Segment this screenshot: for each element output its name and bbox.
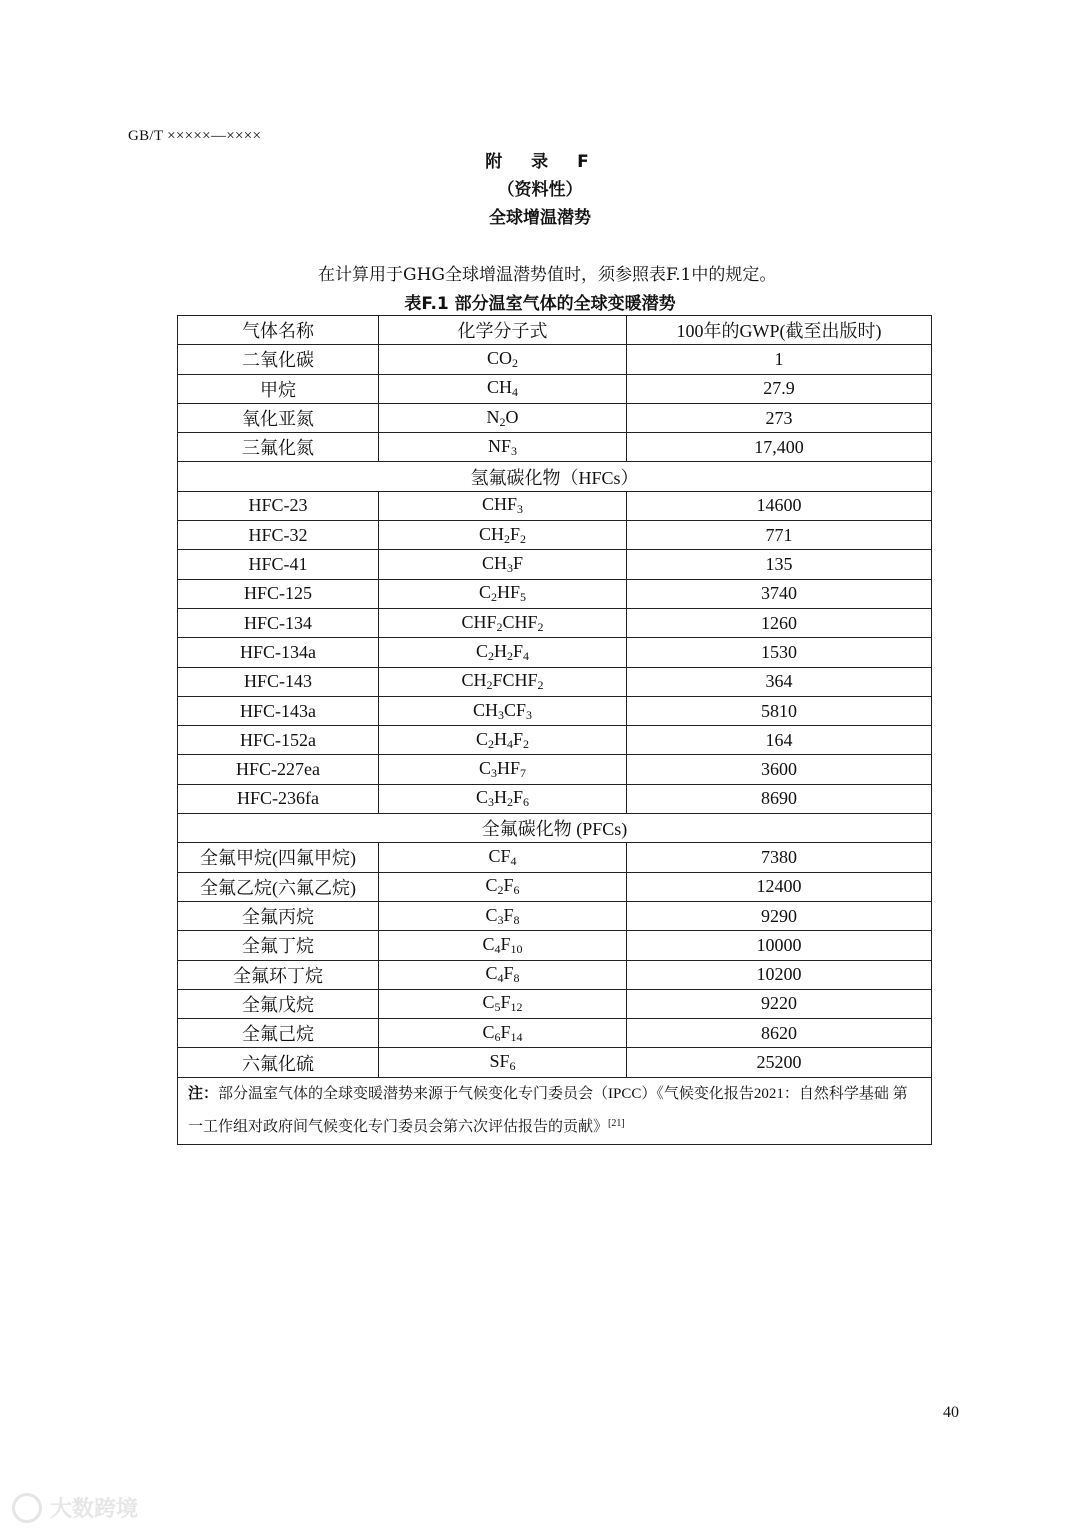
formula-cell: [379, 901, 627, 930]
formula-subscript: 2: [488, 648, 494, 663]
formula-cell: [379, 843, 627, 872]
formula-part: F: [500, 1021, 511, 1042]
formula-cell: [379, 784, 627, 813]
table-row: [178, 374, 932, 403]
formula-subscript: 6: [509, 1059, 516, 1074]
standard-code: GB/T ×××××—××××: [128, 128, 262, 144]
gas-name-cell: HFC-23: [178, 491, 379, 520]
appendix-title: 全球增温潜势: [489, 208, 591, 228]
formula-cell: [379, 608, 627, 637]
formula-part: F: [503, 875, 514, 896]
gwp-value-cell: 17,400: [627, 433, 932, 462]
formula-subscript: 3: [488, 795, 494, 810]
formula-part: SF: [489, 1051, 510, 1072]
formula-subscript: 3: [507, 561, 513, 576]
formula-part: HF: [497, 758, 521, 779]
formula-cell: [379, 374, 627, 403]
formula-part: CH: [461, 670, 487, 691]
formula-part: CH: [472, 699, 498, 720]
table-row: [178, 550, 932, 579]
formula-cell: [379, 521, 627, 550]
gwp-value-cell: 273: [627, 403, 932, 432]
formula-subscript: 3: [511, 443, 517, 458]
gas-name-cell: 全氟戊烷: [178, 989, 379, 1018]
formula-part: C: [482, 1021, 495, 1042]
formula-cell: [379, 726, 627, 755]
gwp-value-cell: 3600: [627, 755, 932, 784]
gwp-value-cell: 12400: [627, 872, 932, 901]
formula-subscript: 3: [497, 707, 504, 722]
formula-part: C: [485, 904, 498, 925]
formula-subscript: 4: [507, 736, 513, 751]
formula-part: CH: [486, 377, 512, 398]
gwp-value-cell: 364: [627, 667, 932, 696]
formula-subscript: 10: [510, 941, 523, 956]
formula-subscript: 2: [504, 531, 510, 546]
formula-cell: [379, 872, 627, 901]
formula-part: H: [494, 728, 507, 749]
table-row: [178, 843, 932, 872]
formula-part: F: [513, 640, 524, 661]
formula-subscript: 2: [520, 531, 527, 546]
gwp-value-cell: 27.9: [627, 374, 932, 403]
formula-part: CH: [478, 523, 504, 544]
formula-subscript: 2: [488, 736, 494, 751]
gas-name-cell: 甲烷: [178, 374, 379, 403]
formula-cell: [379, 345, 627, 374]
formula-subscript: 7: [520, 766, 527, 781]
formula-subscript: 3: [526, 707, 533, 722]
formula-subscript: 2: [512, 355, 518, 370]
header-gwp: 100年的GWP(截至出版时): [627, 316, 932, 345]
formula-cell: [379, 550, 627, 579]
gwp-value-cell: 164: [627, 726, 932, 755]
gwp-value-cell: 9220: [627, 989, 932, 1018]
formula-subscript: 3: [491, 766, 497, 781]
gas-name-cell: 二氧化碳: [178, 345, 379, 374]
formula-subscript: 5: [520, 590, 527, 605]
gwp-value-cell: 1: [627, 345, 932, 374]
gwp-value-cell: 1260: [627, 608, 932, 637]
formula-subscript: 12: [510, 1000, 523, 1015]
formula-cell: [379, 960, 627, 989]
formula-part: N: [486, 406, 500, 427]
table-body: [178, 345, 932, 1077]
table-row: [178, 960, 932, 989]
intro-paragraph: 在计算用于GHG全球增温潜势值时，须参照表F.1中的规定。: [318, 265, 777, 285]
formula-cell: [379, 579, 627, 608]
formula-cell: [379, 696, 627, 725]
formula-part: F: [500, 933, 511, 954]
formula-part: F: [513, 787, 524, 808]
gwp-value-cell: 25200: [627, 1048, 932, 1077]
formula-part: CHF: [502, 611, 538, 632]
formula-cell: [379, 1019, 627, 1048]
formula-part: HF: [497, 582, 521, 603]
table-row: [178, 345, 932, 374]
appendix-label: 附 录 F: [485, 152, 595, 172]
table-row: [178, 872, 932, 901]
gas-name-cell: 氧化亚氮: [178, 403, 379, 432]
appendix-nature: （资料性）: [497, 180, 583, 200]
gas-name-cell: HFC-143a: [178, 696, 379, 725]
table-row: [178, 667, 932, 696]
formula-part: F: [513, 728, 524, 749]
formula-subscript: 2: [486, 678, 493, 693]
formula-subscript: 6: [513, 883, 520, 898]
formula-part: C: [478, 758, 491, 779]
formula-part: C: [485, 875, 498, 896]
formula-part: H: [494, 787, 507, 808]
formula-subscript: 2: [507, 795, 513, 810]
formula-subscript: 4: [512, 385, 518, 400]
formula-cell: [379, 755, 627, 784]
gwp-value-cell: 135: [627, 550, 932, 579]
formula-part: F: [503, 963, 514, 984]
table-note: [178, 1077, 932, 1144]
header-formula: 化学分子式: [379, 316, 627, 345]
table-row: [178, 1048, 932, 1077]
gwp-value-cell: 771: [627, 521, 932, 550]
formula-part: CO: [486, 347, 512, 368]
group-heading-row: [178, 814, 932, 843]
table-row: [178, 579, 932, 608]
gas-name-cell: HFC-152a: [178, 726, 379, 755]
formula-subscript: 14: [510, 1029, 523, 1044]
gwp-value-cell: 14600: [627, 491, 932, 520]
formula-cell: [379, 638, 627, 667]
gwp-table: [177, 315, 932, 1145]
watermark-text: 大数跨境: [50, 1497, 139, 1522]
table-row: [178, 901, 932, 930]
note-text: 部分温室气体的全球变暖潜势来源于气候变化专门委员会（IPCC）《气候变化报告2021：自然科学基础 第一工作组对政府间气候变化专门委员会第六次评估报告的贡献》: [188, 1085, 908, 1135]
table-row: [178, 491, 932, 520]
gas-name-cell: 全氟环丁烷: [178, 960, 379, 989]
formula-subscript: 8: [513, 971, 520, 986]
table-row: [178, 521, 932, 550]
gwp-value-cell: 8690: [627, 784, 932, 813]
watermark-logo-icon: [12, 1493, 42, 1523]
formula-part: C: [482, 933, 495, 954]
note-row: [178, 1077, 932, 1144]
formula-cell: [379, 667, 627, 696]
table-row: [178, 726, 932, 755]
formula-part: O: [505, 406, 519, 427]
formula-part: F: [500, 992, 511, 1013]
table-row: [178, 403, 932, 432]
formula-part: C: [485, 963, 498, 984]
formula-subscript: 3: [497, 912, 504, 927]
formula-subscript: 2: [491, 590, 497, 605]
appendix-title-block: [0, 148, 1080, 232]
formula-part: NF: [487, 435, 511, 456]
formula-cell: [379, 931, 627, 960]
group-heading-row: [178, 462, 932, 491]
formula-subscript: 2: [497, 883, 504, 898]
gas-name-cell: HFC-41: [178, 550, 379, 579]
formula-cell: [379, 403, 627, 432]
note-reference: [21]: [608, 1117, 625, 1129]
gwp-value-cell: 1530: [627, 638, 932, 667]
formula-subscript: 2: [507, 648, 513, 663]
table-row: [178, 755, 932, 784]
formula-subscript: 8: [513, 912, 520, 927]
formula-part: F: [510, 523, 521, 544]
table-row: [178, 989, 932, 1018]
formula-subscript: 4: [523, 648, 530, 663]
formula-part: C: [475, 787, 488, 808]
table-row: [178, 433, 932, 462]
formula-subscript: 2: [496, 619, 503, 634]
gwp-value-cell: 5810: [627, 696, 932, 725]
gwp-value-cell: 10000: [627, 931, 932, 960]
formula-part: F: [513, 553, 524, 574]
table-header-row: [178, 316, 932, 345]
gwp-value-cell: 9290: [627, 901, 932, 930]
header-gas-name: 气体名称: [178, 316, 379, 345]
formula-cell: [379, 491, 627, 520]
formula-part: CH: [481, 553, 507, 574]
formula-subscript: 2: [537, 678, 544, 693]
formula-part: F: [503, 904, 514, 925]
gas-name-cell: 全氟乙烷(六氟乙烷): [178, 872, 379, 901]
formula-subscript: 2: [523, 736, 530, 751]
formula-subscript: 2: [499, 414, 506, 429]
table-row: [178, 784, 932, 813]
gas-name-cell: HFC-143: [178, 667, 379, 696]
gas-name-cell: 全氟丁烷: [178, 931, 379, 960]
formula-part: C: [475, 728, 488, 749]
formula-part: H: [494, 640, 507, 661]
formula-part: FCHF: [492, 670, 538, 691]
gas-name-cell: HFC-134: [178, 608, 379, 637]
formula-subscript: 4: [510, 853, 517, 868]
formula-part: C: [475, 640, 488, 661]
gwp-value-cell: 8620: [627, 1019, 932, 1048]
gas-name-cell: HFC-236fa: [178, 784, 379, 813]
formula-part: C: [478, 582, 491, 603]
formula-part: CHF: [481, 494, 517, 515]
page-number: 40: [943, 1404, 959, 1421]
formula-subscript: 6: [523, 795, 530, 810]
formula-part: C: [482, 992, 495, 1013]
group-heading: 全氟碳化物 (PFCs): [178, 814, 932, 843]
table-row: [178, 696, 932, 725]
table-row: [178, 608, 932, 637]
formula-subscript: 4: [497, 971, 504, 986]
formula-cell: [379, 989, 627, 1018]
formula-part: CF: [488, 845, 511, 866]
gwp-value-cell: 10200: [627, 960, 932, 989]
gas-name-cell: 全氟己烷: [178, 1019, 379, 1048]
formula-subscript: 3: [517, 502, 523, 517]
gas-name-cell: HFC-134a: [178, 638, 379, 667]
gas-name-cell: 六氟化硫: [178, 1048, 379, 1077]
formula-subscript: 2: [537, 619, 544, 634]
note-label: 注：: [188, 1085, 219, 1102]
formula-subscript: 6: [494, 1029, 501, 1044]
formula-part: CHF: [461, 611, 497, 632]
gas-name-cell: 全氟丙烷: [178, 901, 379, 930]
table-row: [178, 638, 932, 667]
formula-cell: [379, 1048, 627, 1077]
table-caption: 表F.1 部分温室气体的全球变暖潜势: [404, 294, 676, 314]
formula-cell: [379, 433, 627, 462]
gas-name-cell: 三氟化氮: [178, 433, 379, 462]
gwp-value-cell: 7380: [627, 843, 932, 872]
watermark: [12, 1492, 138, 1523]
gas-name-cell: HFC-32: [178, 521, 379, 550]
formula-subscript: 5: [494, 1000, 501, 1015]
table-row: [178, 931, 932, 960]
formula-subscript: 4: [494, 941, 501, 956]
formula-part: CF: [503, 699, 527, 720]
table-row: [178, 1019, 932, 1048]
gas-name-cell: HFC-227ea: [178, 755, 379, 784]
gwp-value-cell: 3740: [627, 579, 932, 608]
gas-name-cell: HFC-125: [178, 579, 379, 608]
gas-name-cell: 全氟甲烷(四氟甲烷): [178, 843, 379, 872]
group-heading: 氢氟碳化物（HFCs）: [178, 462, 932, 491]
